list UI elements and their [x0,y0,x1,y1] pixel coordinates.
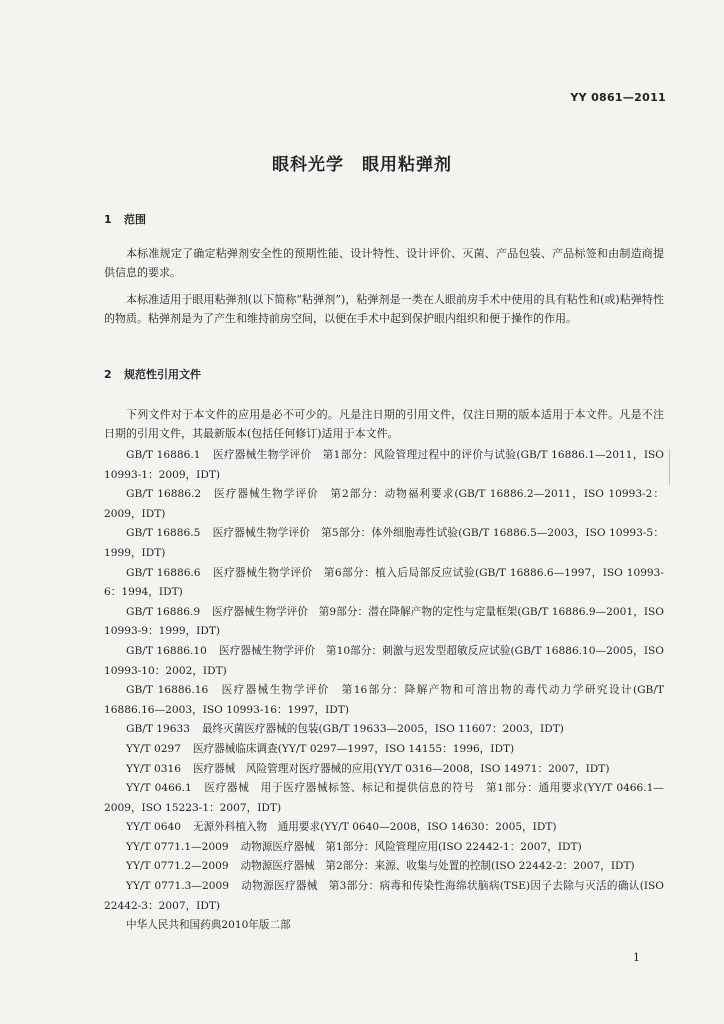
reference-item [104,838,664,858]
reference-item [104,877,664,916]
scope-paragraph-2: 本标准适用于眼用粘弹剂(以下简称“粘弹剂”)，粘弹剂是一类在人眼前房手术中使用的具有粘性和(或)粘弹特性的物质。粘弹剂是为了产生和维持前房空间，以便在手术中起到保护眼内组织和便于操作的作用。 [104,293,664,325]
references-intro-paragraph: 下列文件对于本文件的应用是必不可少的。凡是注日期的引用文件，仅注日期的版本适用于本文件。凡是不注日期的引用文件，其最新版本(包括任何修订)适用于本文件。 [104,408,664,440]
reference-code: YY/T 0771.2—2009 [126,860,229,873]
reference-item [104,779,664,818]
reference-item [104,485,664,524]
section-number: 2 [104,368,112,381]
reference-text: 医疗器械生物学评价 第5部分：体外细胞毒性试验(GB/T 16886.5—2003，ISO 10993-5：1999，IDT) [104,527,665,559]
reference-code: GB/T 19633 [126,723,190,736]
reference-text: 医疗器械生物学评价 第2部分：动物福利要求(GB/T 16886.2—2011，ISO 10993-2：2009，IDT) [104,488,664,520]
reference-item [104,720,664,740]
reference-code: GB/T 16886.1 [126,449,201,461]
reference-item [104,818,664,838]
section-number: 1 [104,213,112,226]
reference-text: 动物源医疗器械 第3部分：病毒和传染性海绵状脑病(TSE)因子去除与灭活的确认(ISO 22442-3：2007，IDT) [104,880,664,912]
reference-code: GB/T 16886.9 [126,605,201,618]
reference-code: YY/T 0771.3—2009 [126,880,229,893]
scan-crease-mark [669,449,670,485]
reference-text: 医疗器械生物学评价 第16部分：降解产物和可溶出物的毒代动力学研究设计(GB/T 16886.16—2003，ISO 10993-16：1997，IDT) [104,684,664,716]
reference-item [104,760,664,780]
page-number: 1 [633,951,640,964]
document-title: 眼科光学 眼用粘弹剂 [272,155,452,175]
reference-text: 无源外科植入物 通用要求(YY/T 0640—2008，ISO 14630：2005，IDT) [192,821,557,834]
reference-code: YY/T 0640 [126,821,181,834]
reference-text: 医疗器械生物学评价 第9部分：潜在降解产物的定性与定量框架(GB/T 16886.9—2001，ISO 10993-9：1999，IDT) [104,605,664,638]
section-heading-scope [104,211,146,227]
reference-item [104,857,664,877]
reference-list [104,446,664,936]
standard-code: YY 0861—2011 [570,91,666,104]
reference-code: GB/T 16886.16 [126,684,209,697]
reference-text: 中华人民共和国药典2010年版二部 [126,919,291,932]
reference-item [104,446,664,485]
reference-code: GB/T 16886.5 [126,527,201,540]
reference-code: YY/T 0466.1 [126,782,192,795]
reference-code: YY/T 0297 [126,742,181,755]
reference-text: 医疗器械 用于医疗器械标签、标记和提供信息的符号 第1部分：通用要求(YY/T 0466.1—2009，ISO 15223-1：2007，IDT) [104,782,664,814]
reference-text: 医疗器械生物学评价 第1部分：风险管理过程中的评价与试验(GB/T 16886.1—2011，ISO 10993-1：2009，IDT) [104,449,664,481]
reference-code: GB/T 16886.6 [126,566,201,579]
reference-item [104,916,664,936]
reference-item [104,740,664,760]
section-heading-normative-references [104,366,201,382]
reference-item [104,642,664,681]
reference-code: GB/T 16886.2 [126,488,202,501]
reference-item [104,564,664,603]
reference-item [104,603,664,642]
scope-paragraph-1: 本标准规定了确定粘弹剂安全性的预期性能、设计特性、设计评价、灭菌、产品包装、产品标签和由制造商提供信息的要求。 [104,247,664,279]
reference-code: GB/T 16886.10 [126,644,207,657]
reference-item [104,524,664,563]
reference-text: 医疗器械生物学评价 第10部分：刺激与迟发型超敏反应试验(GB/T 16886.10—2005，ISO 10993-10：2002，IDT) [104,644,664,677]
reference-item [104,681,664,720]
reference-code: YY/T 0316 [126,762,181,775]
reference-text: 最终灭菌医疗器械的包装(GB/T 19633—2005，ISO 11607：2003，IDT) [201,723,564,736]
reference-text: 医疗器械 风险管理对医疗器械的应用(YY/T 0316—2008，ISO 14971：2007，IDT) [192,762,610,775]
reference-code: YY/T 0771.1—2009 [126,840,229,853]
section-title: 范围 [124,213,146,226]
reference-text: 动物源医疗器械 第1部分：风险管理应用(ISO 22442-1：2007，IDT) [240,840,582,853]
section-title: 规范性引用文件 [124,368,201,381]
reference-text: 医疗器械临床调查(YY/T 0297—1997，ISO 14155：1996，IDT) [192,742,515,755]
reference-text: 医疗器械生物学评价 第6部分：植入后局部反应试验(GB/T 16886.6—1997，ISO 10993-6：1994，IDT) [104,566,664,599]
reference-text: 动物源医疗器械 第2部分：来源、收集与处置的控制(ISO 22442-2：2007，IDT) [240,860,635,873]
